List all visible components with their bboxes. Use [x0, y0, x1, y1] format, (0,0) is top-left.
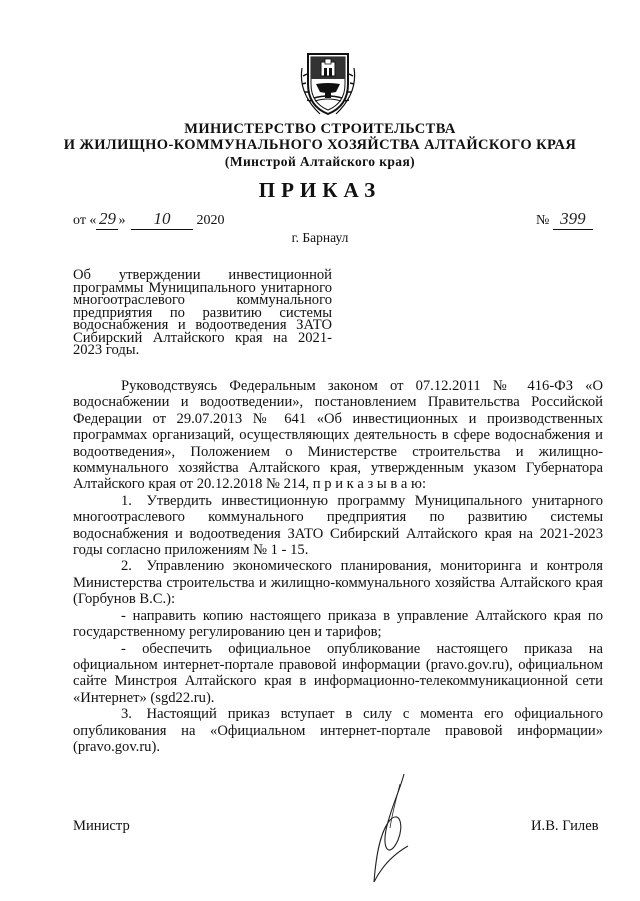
preamble-paragraph: Руководствуясь Федеральным законом от 07.12.2011 № 416-ФЗ «О водоснабжении и водоотведении», постановлением Правительства Российской Федерации от 29.07.2013 № 641 «Об инвестиционных и производственных программах организаций, осуществляющих деятельность в сфере водоснабжения и водоотведения», Положением о Министерстве строительства и жилищно-коммунального хозяйства Алтайского края, утвержденным указом Губернатора Алтайского края от 20.12.2018 № 214, п р и к а з ы в а ю: — [73, 378, 603, 493]
document-city: г. Барнаул — [291, 230, 349, 245]
document-subject: Об утверждении инвестиционной программы Муниципального унитарного многоотраслевого коммунального предприятия по развитию системы водоснабжения и водоотведения ЗАТО Сибирский Алтайского края на 2021-2023 годы. — [73, 267, 332, 358]
order-item-2-subitem-2: - обеспечить официальное опубликование настоящего приказа на официальном интернет-портале правовой информации (pravo.gov.ru), официальном сайте Минстроя Алтайского края в информационно-телекоммуникационной сети «Интернет» (sgd22.ru). — [73, 640, 603, 706]
order-item-2-subitem-1: - направить копию настоящего приказа в управление Алтайского края по государственному регулированию цен и тарифов; — [73, 607, 603, 641]
order-item-1: 1. Утвердить инвестиционную программу Муниципального унитарного многоотраслевого коммунального предприятия по развитию системы водоснабжения и водоотведения ЗАТО Сибирский Алтайского края на 2021-2023 годы согласно приложениям № 1 - 15. — [73, 492, 603, 559]
date-year: 2020 — [196, 213, 225, 228]
order-item-3: 3. Настоящий приказ вступает в силу с момента его официального опубликования на «Официальном интернет-портале правовой информации» (pravo.gov.ru). — [73, 706, 603, 755]
document-date — [73, 209, 224, 230]
ministry-name-line2: И ЖИЛИЩНО-КОММУНАЛЬНОГО ХОЗЯЙСТВА АЛТАЙСКОГО КРАЯ — [63, 137, 577, 153]
ministry-name-line1: МИНИСТЕРСТВО СТРОИТЕЛЬСТВА — [184, 121, 456, 137]
document-body — [73, 378, 603, 755]
signatory-name: И.В. Гилев — [531, 818, 599, 834]
handwritten-signature — [360, 770, 430, 890]
date-month-handwritten: 10 — [131, 209, 193, 230]
document-number-handwritten: 399 — [553, 209, 593, 230]
coat-of-arms-emblem — [300, 48, 356, 118]
document-type-title: ПРИКАЗ — [258, 178, 382, 202]
date-day-close: » — [118, 213, 126, 228]
document-number — [536, 209, 593, 230]
order-item-2: 2. Управлению экономического планирования, мониторинга и контроля Министерства строительства и жилищно-коммунального хозяйства Алтайского края (Горбунов В.С.): — [73, 558, 603, 608]
date-prefix: от « — [73, 213, 97, 228]
signatory-position: Министр — [73, 818, 130, 834]
number-sign: № — [536, 213, 550, 228]
date-day-handwritten: 29 — [96, 209, 118, 230]
ministry-short-name: (Минстрой Алтайского края) — [224, 154, 416, 169]
